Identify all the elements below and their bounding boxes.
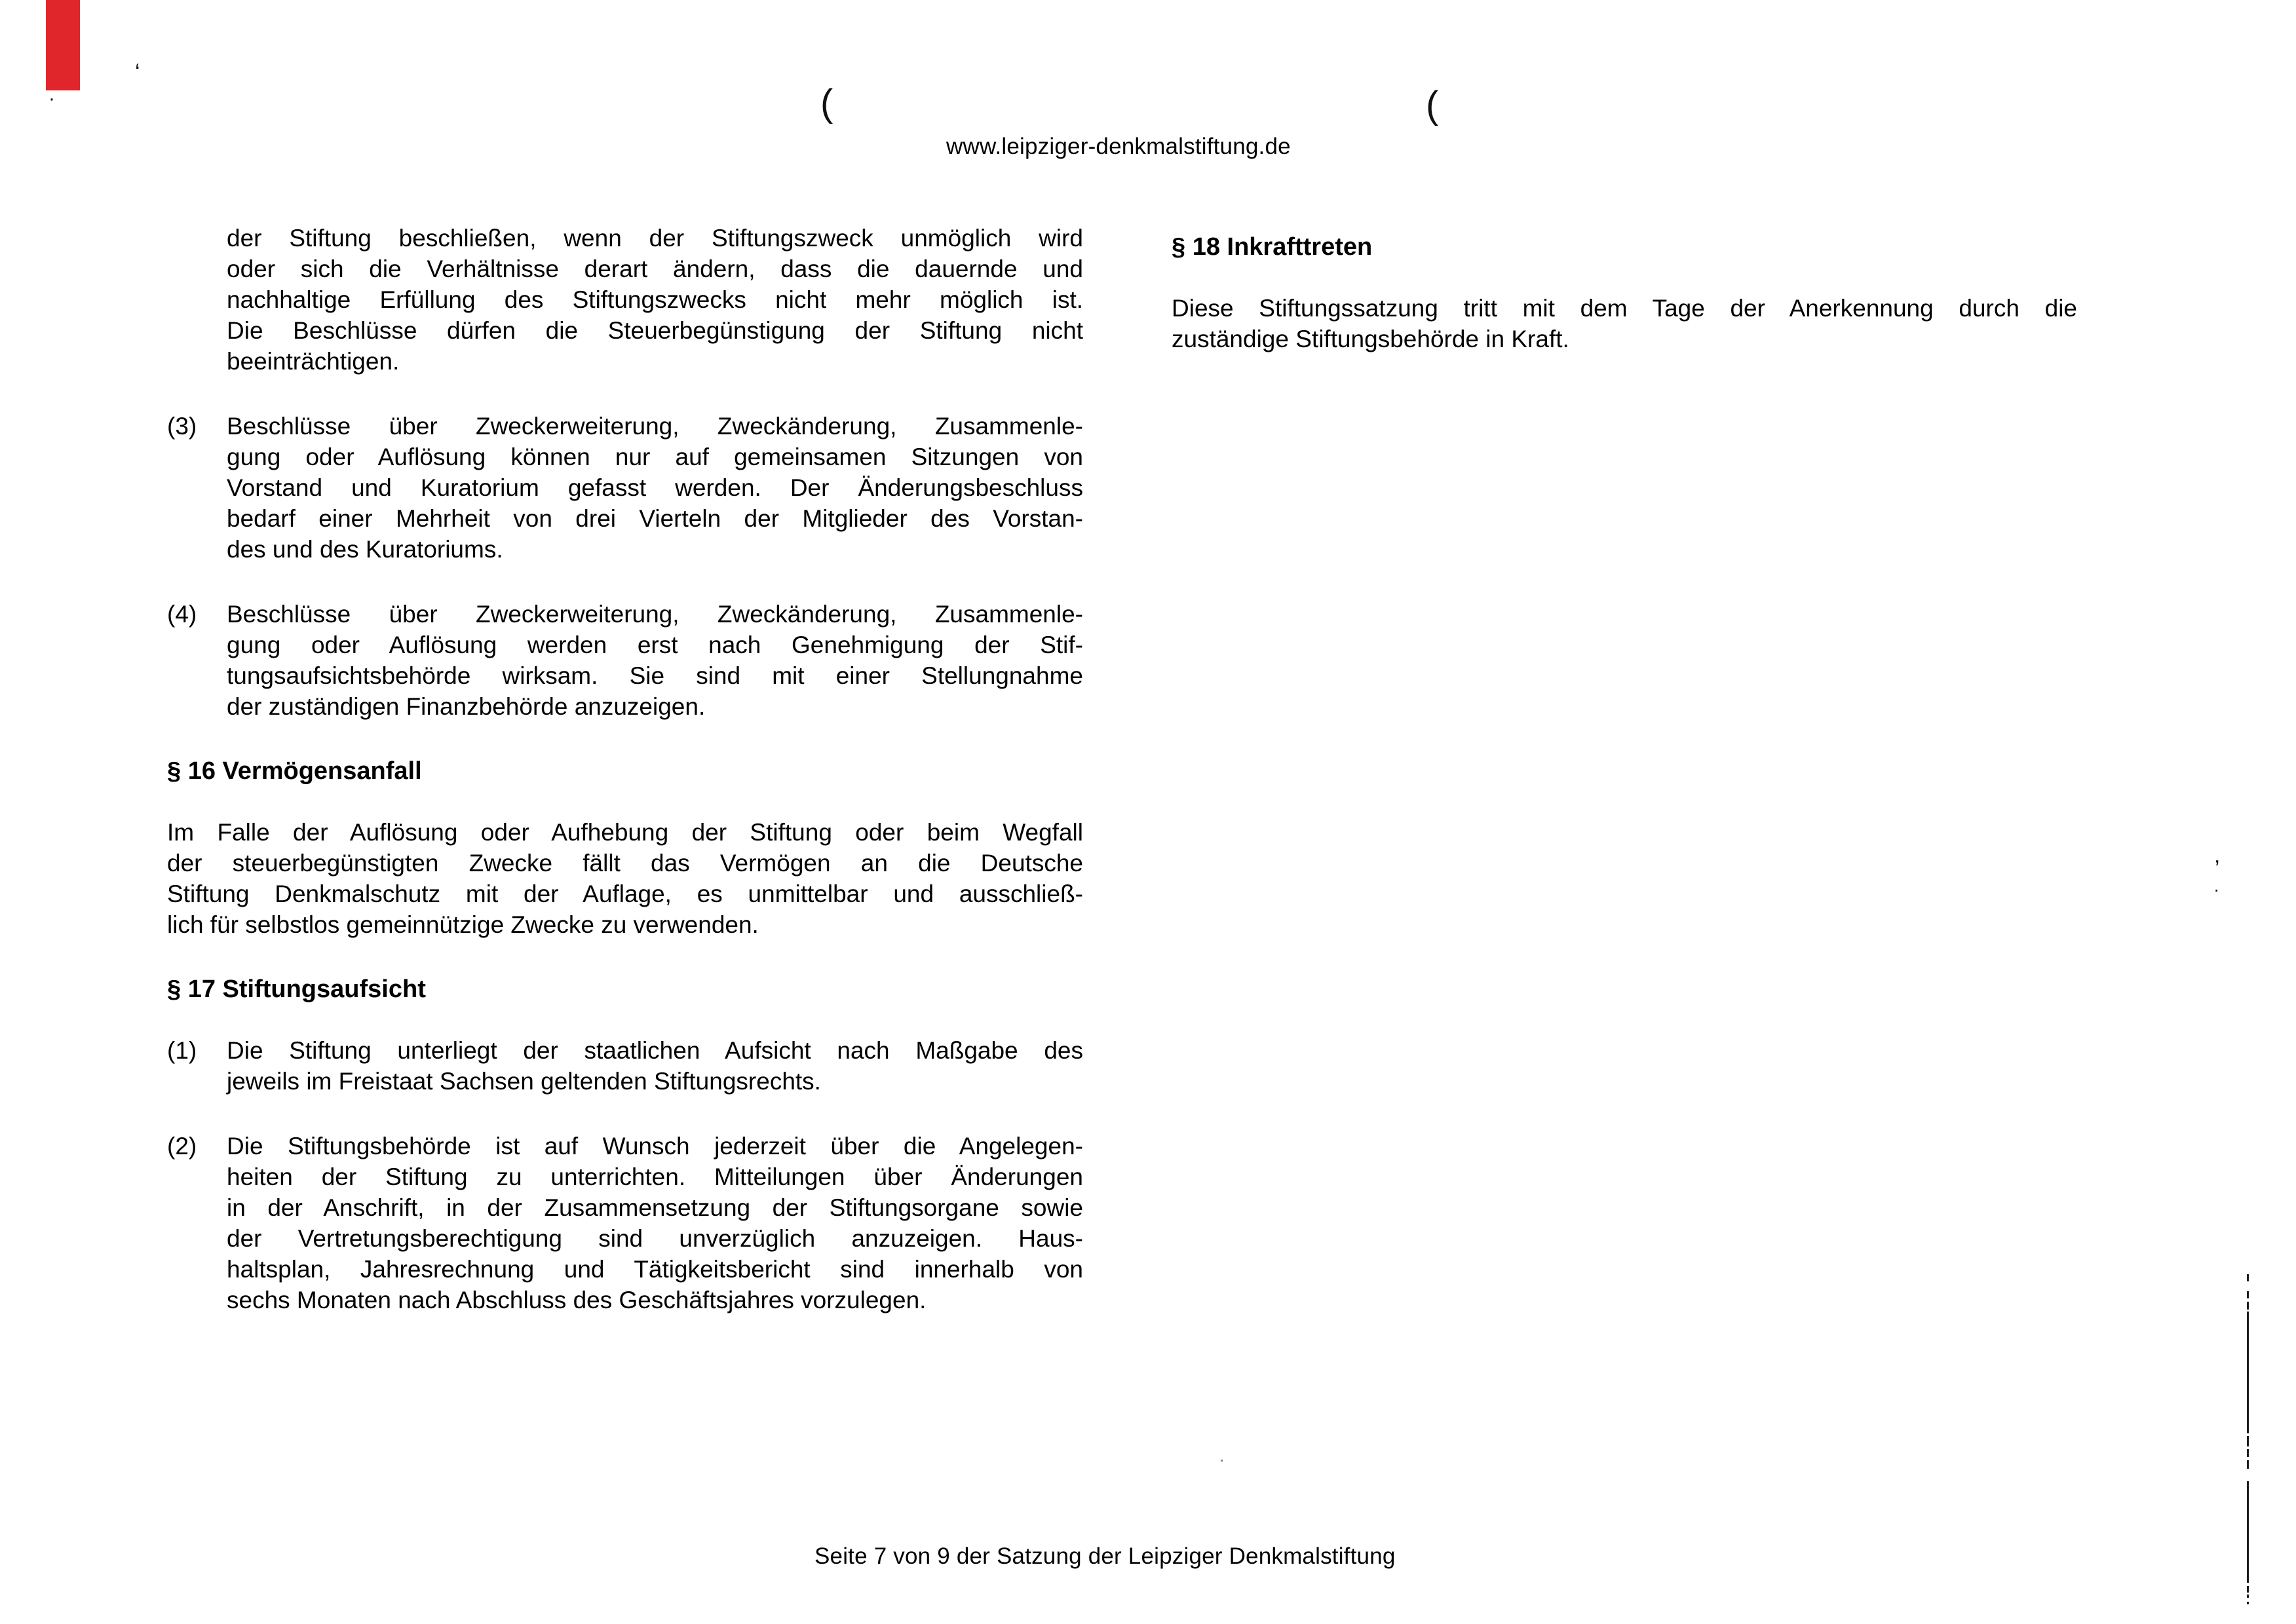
scan-speck: ʻ bbox=[135, 60, 140, 85]
numbered-item bbox=[167, 411, 1083, 565]
paragraph-text bbox=[1172, 293, 2077, 354]
item-marker: (2) bbox=[167, 1133, 197, 1160]
paragraph-text bbox=[167, 817, 1083, 940]
text-line: der steuerbegünstigten Zwecke fällt das Vermögen an die Deutsche bbox=[167, 850, 1083, 877]
paragraph-block bbox=[1172, 293, 2077, 354]
scan-paren-mark: ( bbox=[820, 82, 833, 124]
scan-artifact-line-segment bbox=[2247, 1436, 2249, 1446]
text-line: Diese Stiftungssatzung tritt mit dem Tage der Anerkennung durch die bbox=[1172, 295, 2077, 322]
scan-artifact-line-segment bbox=[2247, 1481, 2249, 1583]
paragraph-block bbox=[227, 223, 1083, 377]
text-line: Die Stiftungsbehörde ist auf Wunsch jederzeit über die Angelegen- bbox=[227, 1133, 1083, 1160]
text-line: zuständige Stiftungsbehörde in Kraft. bbox=[1172, 326, 1569, 352]
right-column bbox=[1172, 223, 2077, 388]
scan-paren-mark: ( bbox=[1426, 84, 1439, 126]
text-line: haltsplan, Jahresrechnung und Tätigkeitsbericht sind innerhalb von bbox=[227, 1256, 1083, 1283]
scan-speck: · bbox=[2213, 879, 2220, 899]
text-line: Die Stiftung unterliegt der staatlichen Aufsicht nach Maßgabe des bbox=[227, 1037, 1083, 1064]
scan-artifact-line-segment bbox=[2247, 1586, 2249, 1593]
text-line: bedarf einer Mehrheit von drei Vierteln der Mitglieder des Vorstan- bbox=[227, 505, 1083, 532]
item-marker: (3) bbox=[167, 413, 197, 440]
paragraph-text bbox=[227, 223, 1083, 377]
paragraph-text bbox=[227, 1131, 1083, 1315]
text-line: nachhaltige Erfüllung des Stiftungszwecks nicht mehr möglich ist. bbox=[227, 286, 1083, 313]
item-marker: (1) bbox=[167, 1037, 197, 1064]
text-line: der Stiftung beschließen, wenn der Stiftungszweck unmöglich wird bbox=[227, 225, 1083, 252]
paragraph-text bbox=[227, 411, 1083, 565]
numbered-item bbox=[167, 1131, 1083, 1315]
item-marker: (4) bbox=[167, 601, 197, 628]
scan-speck: · bbox=[1219, 1449, 1225, 1469]
scan-artifact-line-segment bbox=[2247, 1602, 2249, 1604]
text-line: Beschlüsse über Zweckerweiterung, Zweckänderung, Zusammenle- bbox=[227, 601, 1083, 628]
text-line: in der Anschrift, in der Zusammensetzung der Stiftungsorgane sowie bbox=[227, 1194, 1083, 1221]
text-line: lich für selbstlos gemeinnützige Zwecke zu verwenden. bbox=[167, 911, 759, 938]
paragraph-block bbox=[167, 817, 1083, 940]
text-line: gung oder Auflösung werden erst nach Genehmigung der Stif- bbox=[227, 632, 1083, 658]
scan-artifact-line-segment bbox=[2247, 1449, 2249, 1457]
text-line: der Vertretungsberechtigung sind unverzüglich anzuzeigen. Haus- bbox=[227, 1225, 1083, 1252]
scan-artifact-line-segment bbox=[2247, 1291, 2249, 1298]
text-line: der zuständigen Finanzbehörde anzuzeigen. bbox=[227, 693, 706, 720]
scan-artifact-line-segment bbox=[2247, 1302, 2249, 1310]
numbered-item bbox=[167, 599, 1083, 722]
paragraph-text bbox=[227, 1035, 1083, 1097]
text-line: jeweils im Freistaat Sachsen geltenden Stiftungsrechts. bbox=[227, 1068, 821, 1095]
website-url: www.leipziger-denkmalstiftung.de bbox=[946, 134, 1291, 159]
text-line: beeinträchtigen. bbox=[227, 348, 400, 375]
text-line: Stiftung Denkmalschutz mit der Auflage, es unmittelbar und ausschließ- bbox=[167, 880, 1083, 907]
text-line: des und des Kuratoriums. bbox=[227, 536, 503, 563]
scan-artifact-line-segment bbox=[2247, 1312, 2249, 1433]
scan-artifact-line-segment bbox=[2247, 1595, 2249, 1598]
numbered-item bbox=[167, 1035, 1083, 1097]
scan-speck: · bbox=[48, 88, 55, 109]
left-column bbox=[167, 223, 1083, 1350]
paragraph-text bbox=[227, 599, 1083, 722]
page-footer: Seite 7 von 9 der Satzung der Leipziger Denkmalstiftung bbox=[814, 1543, 1396, 1569]
section-heading: § 17 Stiftungsaufsicht bbox=[167, 975, 426, 1003]
text-line: oder sich die Verhältnisse derart ändern, dass die dauernde und bbox=[227, 255, 1083, 282]
section-heading: § 18 Inkrafttreten bbox=[1172, 233, 1373, 261]
text-line: tungsaufsichtsbehörde wirksam. Sie sind mit einer Stellungnahme bbox=[227, 662, 1083, 689]
scan-artifact-line-segment bbox=[2247, 1460, 2249, 1469]
text-line: sechs Monaten nach Abschluss des Geschäftsjahres vorzulegen. bbox=[227, 1287, 927, 1313]
text-line: heiten der Stiftung zu unterrichten. Mitteilungen über Änderungen bbox=[227, 1163, 1083, 1190]
scan-artifact-line-segment bbox=[2247, 1274, 2249, 1281]
scan-speck: ʼ bbox=[2215, 857, 2220, 882]
text-line: Vorstand und Kuratorium gefasst werden. Der Änderungsbeschluss bbox=[227, 474, 1083, 501]
section-heading: § 16 Vermögensanfall bbox=[167, 757, 422, 785]
text-line: Beschlüsse über Zweckerweiterung, Zweckänderung, Zusammenle- bbox=[227, 413, 1083, 440]
text-line: Im Falle der Auflösung oder Aufhebung der Stiftung oder beim Wegfall bbox=[167, 819, 1083, 846]
text-line: gung oder Auflösung können nur auf gemeinsamen Sitzungen von bbox=[227, 444, 1083, 470]
text-line: Die Beschlüsse dürfen die Steuerbegünstigung der Stiftung nicht bbox=[227, 317, 1083, 344]
red-ink-mark bbox=[46, 0, 80, 90]
